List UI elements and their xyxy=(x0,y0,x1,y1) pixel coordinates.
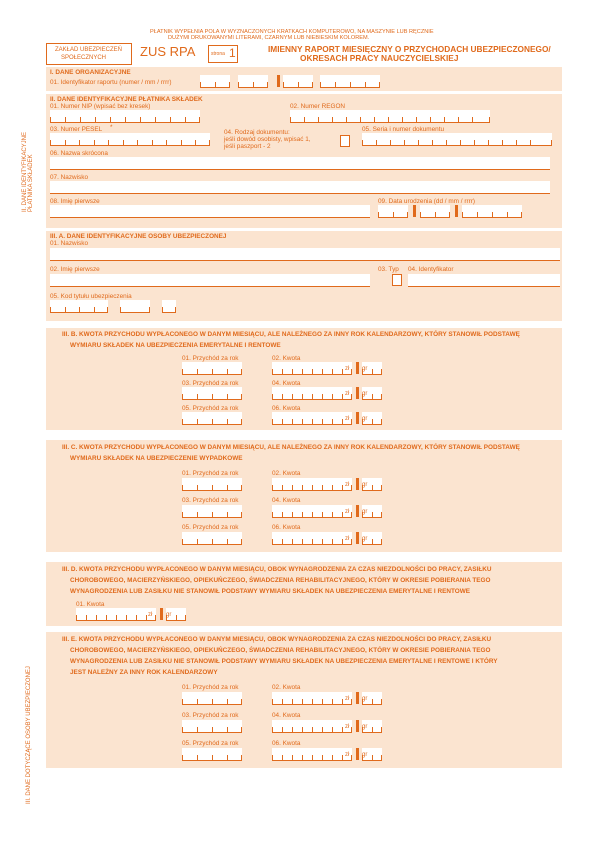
insured-type-field[interactable] xyxy=(392,274,402,286)
regon-label: 02. Numer REGON xyxy=(290,103,346,110)
section-2-side-label-line1: II. DANE IDENTYFIKACYJNE xyxy=(22,131,28,212)
b-decimal-4 xyxy=(356,387,359,399)
section-2-side-label-line2: PŁATNIKA SKŁADEK xyxy=(28,154,34,212)
c-income-year-label-1: 01. Przychód za rok xyxy=(182,470,239,477)
d-amount-zl[interactable] xyxy=(76,608,156,621)
surname-field[interactable] xyxy=(50,181,550,194)
b-amount-zl-6[interactable] xyxy=(272,412,352,425)
c-zl-4: zł xyxy=(345,509,350,515)
birth-date-separator-2 xyxy=(455,205,458,217)
section-3d-title-line3: WYNAGRODZENIA LUB ZASIŁKU NIE STANOWIŁ PODSTAWY WYMIARU SKŁADEK NA UBEZPIECZENIA EMERYTALNE I RENTOWE xyxy=(70,588,471,595)
section-3a-title: III. A. DANE IDENTYFIKACYJNE OSOBY UBEZPIECZONEJ xyxy=(50,233,227,240)
report-id-month[interactable] xyxy=(238,75,268,88)
b-amount-label-2: 02. Kwota xyxy=(272,355,301,362)
e-amount-zl-2[interactable] xyxy=(272,692,352,705)
e-amount-zl-4[interactable] xyxy=(272,720,352,733)
insured-surname-field[interactable] xyxy=(50,248,560,261)
form-title-line1: IMIENNY RAPORT MIESIĘCZNY O PRZYCHODACH UBEZPIECZONEGO/ xyxy=(268,44,551,54)
b-gr-4: gr xyxy=(362,391,368,397)
zus-label-line2: SPOŁECZNYCH xyxy=(61,55,107,61)
form-code: ZUS RPA xyxy=(140,44,196,59)
e-income-year-label-3: 03. Przychód za rok xyxy=(182,712,239,719)
section-3c-title-line2: WYMIARU SKŁADEK NA UBEZPIECZENIE WYPADKOWE xyxy=(70,455,243,462)
section-3e-title-line1: III. E. KWOTA PRZYCHODU WYPŁACONEGO W DANYM MIESIĄCU, OBOK WYNAGRODZENIA ZA CZAS NIEZDOLNOŚCI DO PRACY, ZASIŁKU xyxy=(62,636,492,643)
doc-type-field[interactable] xyxy=(340,135,350,147)
c-decimal-4 xyxy=(356,505,359,517)
page-label: strona xyxy=(211,51,225,57)
e-decimal-2 xyxy=(356,692,359,704)
doc-type-label-3: jeśli paszport - 2 xyxy=(224,143,271,150)
pesel-note: * xyxy=(110,124,113,131)
d-decimal xyxy=(160,608,163,620)
section-3-side-label: III. DANE DOTYCZĄCE OSOBY UBEZPIECZONEJ xyxy=(26,666,32,804)
c-gr-2: gr xyxy=(362,482,368,488)
section-3e-title-line4: JEST NALEŻNY ZA INNY ROK KALENDARZOWY xyxy=(70,669,218,676)
c-amount-label-4: 04. Kwota xyxy=(272,497,301,504)
c-gr-4: gr xyxy=(362,509,368,515)
c-amount-zl-4[interactable] xyxy=(272,505,352,518)
c-zl-2: zł xyxy=(345,482,350,488)
insurance-code-label: 05. Kod tytułu ubezpieczenia xyxy=(50,293,132,300)
e-gr-6: gr xyxy=(362,752,368,758)
e-zl-2: zł xyxy=(345,696,350,702)
section-3b-title-line1: III. B. KWOTA PRZYCHODU WYPŁACONEGO W DANYM MIESIĄCU, ALE NALEŻNEGO ZA INNY ROK KALENDARZOWY, KTÓRY STANOWIŁ PODSTAWĘ xyxy=(62,331,520,338)
short-name-field[interactable] xyxy=(50,157,550,170)
doc-type-label-1: 04. Rodzaj dokumentu: xyxy=(224,129,290,136)
e-income-year-label-1: 01. Przychód za rok xyxy=(182,684,239,691)
e-decimal-6 xyxy=(356,748,359,760)
c-decimal-6 xyxy=(356,532,359,544)
pesel-label: 03. Numer PESEL xyxy=(50,126,103,133)
b-income-year-3[interactable] xyxy=(182,387,242,400)
b-amount-zl-4[interactable] xyxy=(272,387,352,400)
b-income-year-1[interactable] xyxy=(182,362,242,375)
e-income-year-1[interactable] xyxy=(182,692,242,705)
report-id-year[interactable] xyxy=(320,75,380,88)
section-3b-title-line2: WYMIARU SKŁADEK NA UBEZPIECZENIA EMERYTALNE I RENTOWE xyxy=(70,342,281,349)
e-amount-label-2: 02. Kwota xyxy=(272,684,301,691)
insurance-code-part-2[interactable] xyxy=(120,300,150,313)
c-amount-zl-2[interactable] xyxy=(272,478,352,491)
b-zl-4: zł xyxy=(345,391,350,397)
c-decimal-2 xyxy=(356,478,359,490)
surname-label: 07. Nazwisko xyxy=(50,174,89,181)
e-zl-6: zł xyxy=(345,752,350,758)
c-income-year-3[interactable] xyxy=(182,505,242,518)
doc-number-label: 05. Seria i numer dokumentu xyxy=(362,126,445,133)
b-amount-label-6: 06. Kwota xyxy=(272,405,301,412)
instruction-line-1: PŁATNIK WYPEŁNIA POLA W WYZNACZONYCH KRATKACH KOMPUTEROWO, NA MASZYNIE LUB RĘCZNIE xyxy=(150,29,434,35)
section-3e-title-line3: WYNAGRODZENIA LUB ZASIŁKU NIE STANOWIŁ PODSTAWY WYMIARU SKŁADEK NA UBEZPIECZENIA EMERYTALNE I RENTOWE I KTÓRY xyxy=(70,658,498,665)
b-income-year-5[interactable] xyxy=(182,412,242,425)
b-zl-6: zł xyxy=(345,416,350,422)
e-income-year-5[interactable] xyxy=(182,748,242,761)
section-2-title: II. DANE IDENTYFIKACYJNE PŁATNIKA SKŁADEK xyxy=(50,96,203,103)
insured-first-name-field[interactable] xyxy=(50,274,370,287)
section-3d-title-line1: III. D. KWOTA PRZYCHODU WYPŁACONEGO W DANYM MIESIĄCU, OBOK WYNAGRODZENIA ZA CZAS NIEZDOLNOŚCI DO PRACY, ZASIŁKU xyxy=(62,566,492,573)
report-id-month-2[interactable] xyxy=(283,75,313,88)
e-amount-label-4: 04. Kwota xyxy=(272,712,301,719)
d-gr: gr xyxy=(166,612,172,618)
b-gr-6: gr xyxy=(362,416,368,422)
e-amount-zl-6[interactable] xyxy=(272,748,352,761)
d-zl: zł xyxy=(148,612,153,618)
c-amount-label-6: 06. Kwota xyxy=(272,524,301,531)
b-decimal-6 xyxy=(356,412,359,424)
section-2-side-label xyxy=(22,132,34,212)
insurance-code-part-3[interactable] xyxy=(162,300,176,313)
first-name-field[interactable] xyxy=(50,205,370,218)
form-title-line2: OKRESACH PRACY NAUCZYCIELSKIEJ xyxy=(300,53,459,63)
e-gr-2: gr xyxy=(362,696,368,702)
instruction-line-2: DUŻYMI DRUKOWANYMI LITERAMI, CZARNYM LUB NIEBIESKIM KOLOREM. xyxy=(168,35,370,41)
insured-id-label: 04. Identyfikator xyxy=(408,266,454,273)
e-amount-label-6: 06. Kwota xyxy=(272,740,301,747)
section-1-title: I. DANE ORGANIZACYJNE xyxy=(50,69,131,76)
b-decimal-2 xyxy=(356,362,359,374)
doc-type-label-2: jeśli dowód osobisty, wpisać 1, xyxy=(224,136,311,143)
b-income-year-label-3: 03. Przychód za rok xyxy=(182,380,239,387)
c-income-year-label-5: 05. Przychód za rok xyxy=(182,524,239,531)
birth-day-field[interactable] xyxy=(378,205,408,218)
short-name-label: 06. Nazwa skrócona xyxy=(50,150,108,157)
page-number-cell xyxy=(208,45,238,63)
insurance-code-part-1[interactable] xyxy=(50,300,108,313)
zus-label-line1: ZAKŁAD UBEZPIECZEŃ xyxy=(55,47,123,53)
insured-id-field[interactable] xyxy=(408,274,560,287)
zus-label-cell xyxy=(46,43,132,65)
report-id-separator xyxy=(277,75,280,87)
e-zl-4: zł xyxy=(345,724,350,730)
d-amount-label: 01. Kwota xyxy=(76,601,105,608)
pesel-field[interactable] xyxy=(50,133,210,146)
c-amount-zl-6[interactable] xyxy=(272,532,352,545)
c-zl-6: zł xyxy=(345,536,350,542)
e-income-year-3[interactable] xyxy=(182,720,242,733)
birth-month-field[interactable] xyxy=(420,205,450,218)
insured-type-label: 03. Typ xyxy=(378,266,399,273)
e-income-year-label-5: 05. Przychód za rok xyxy=(182,740,239,747)
doc-number-field[interactable] xyxy=(362,133,552,146)
birth-year-field[interactable] xyxy=(462,205,522,218)
c-income-year-1[interactable] xyxy=(182,478,242,491)
b-gr-2: gr xyxy=(362,366,368,372)
b-income-year-label-5: 05. Przychód za rok xyxy=(182,405,239,412)
birth-date-separator-1 xyxy=(413,205,416,217)
report-id-number[interactable] xyxy=(200,75,230,88)
first-name-label: 08. Imię pierwsze xyxy=(50,198,100,205)
section-3e-title-line2: CHOROBOWEGO, MACIERZYŃSKIEGO, OPIEKUŃCZEGO, ŚWIADCZENIA REHABILITACYJNEGO, KTÓRY W OKRESIE POBIERANIA TEGO xyxy=(70,647,491,654)
section-3c-title-line1: III. C. KWOTA PRZYCHODU WYPŁACONEGO W DANYM MIESIĄCU, ALE NALEŻNEGO ZA INNY ROK KALENDARZOWY, KTÓRY STANOWIŁ PODSTAWĘ xyxy=(62,444,520,451)
page-number: 1 xyxy=(229,46,236,60)
b-amount-label-4: 04. Kwota xyxy=(272,380,301,387)
c-amount-label-2: 02. Kwota xyxy=(272,470,301,477)
e-gr-4: gr xyxy=(362,724,368,730)
nip-field[interactable] xyxy=(50,110,200,123)
insured-surname-label: 01. Nazwisko xyxy=(50,240,89,247)
b-income-year-label-1: 01. Przychód za rok xyxy=(182,355,239,362)
c-income-year-5[interactable] xyxy=(182,532,242,545)
section-3d-title-line2: CHOROBOWEGO, MACIERZYŃSKIEGO, OPIEKUŃCZEGO, ŚWIADCZENIA REHABILITACYJNEGO, KTÓRY W OKRESIE POBIERANIA TEGO xyxy=(70,577,491,584)
regon-field[interactable] xyxy=(290,110,490,123)
c-gr-6: gr xyxy=(362,536,368,542)
b-amount-zl-2[interactable] xyxy=(272,362,352,375)
report-id-label: 01. Identyfikator raportu (numer / mm / rrrr) xyxy=(50,79,172,86)
c-income-year-label-3: 03. Przychód za rok xyxy=(182,497,239,504)
birth-date-label: 09. Data urodzenia (dd / mm / rrrr) xyxy=(378,198,475,205)
e-decimal-4 xyxy=(356,720,359,732)
nip-label: 01. Numer NIP (wpisać bez kresek) xyxy=(50,103,151,110)
b-zl-2: zł xyxy=(345,366,350,372)
insured-first-name-label: 02. Imię pierwsze xyxy=(50,266,100,273)
